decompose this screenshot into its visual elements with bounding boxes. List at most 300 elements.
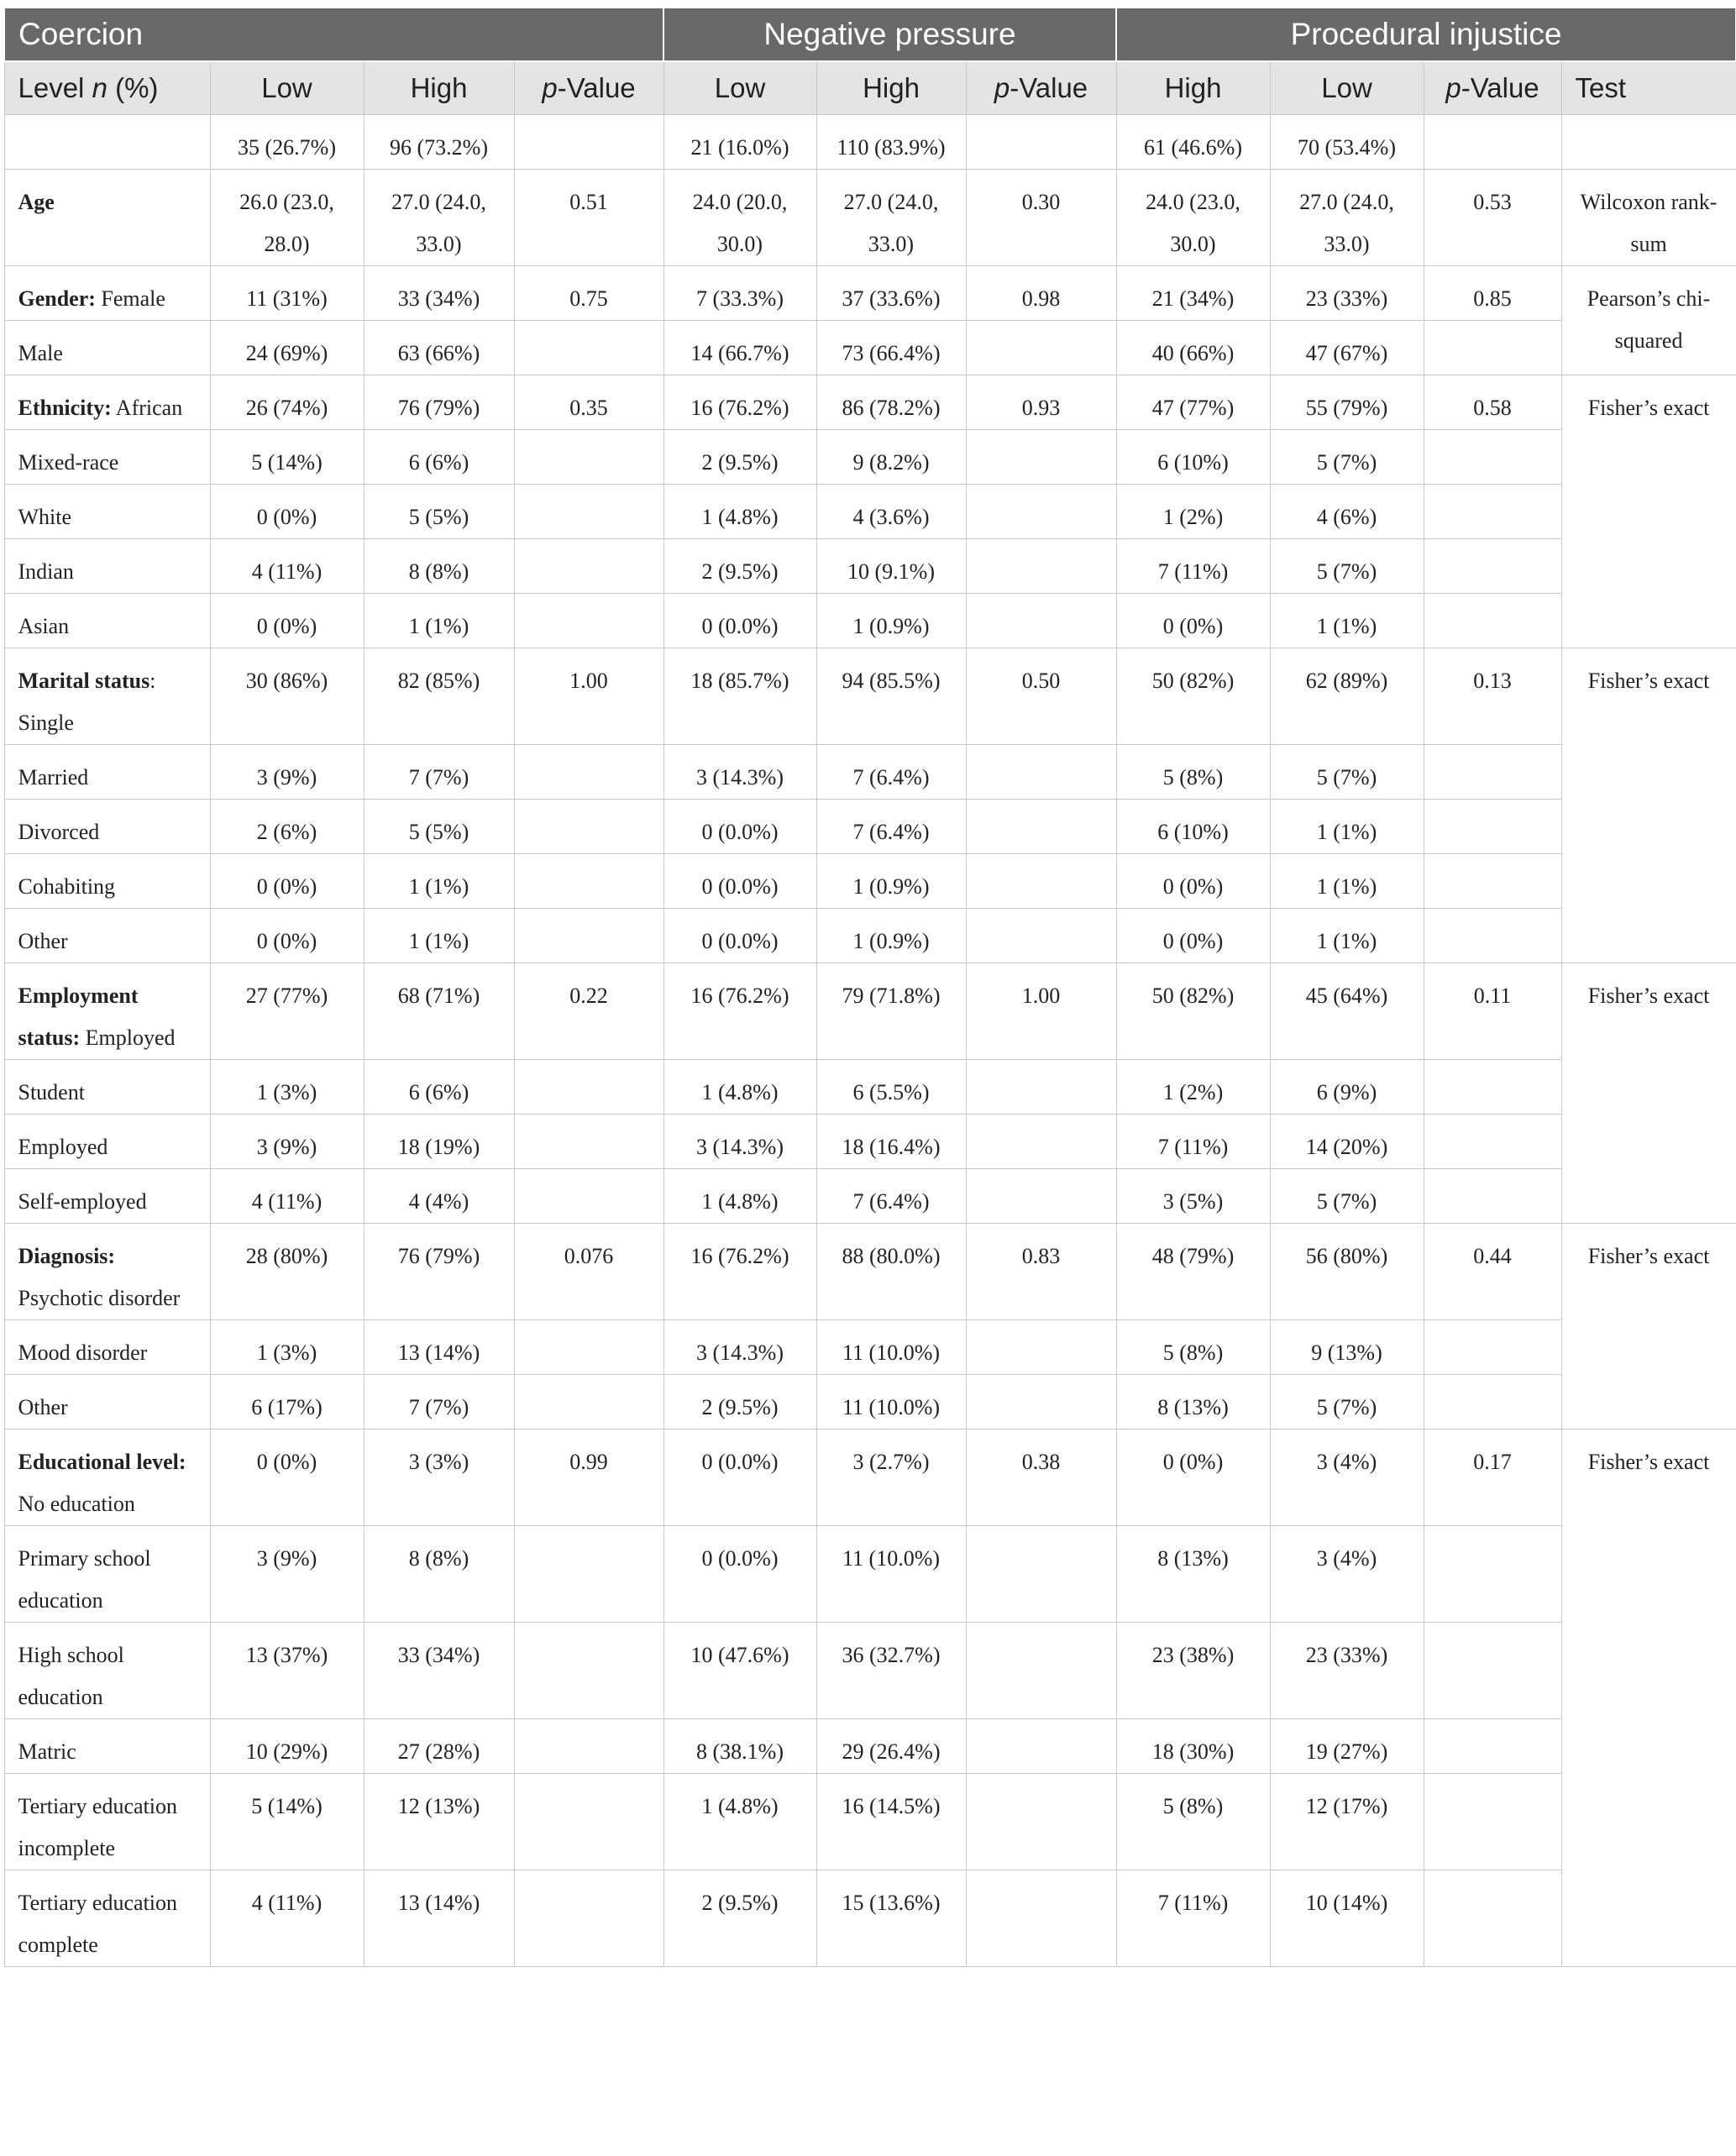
table-cell: 27.0 (24.0, 33.0): [816, 170, 966, 266]
table-row: [4, 170, 1736, 266]
table-cell: 0 (0%): [1116, 1429, 1270, 1526]
table-cell: 110 (83.9%): [816, 115, 966, 170]
table-cell: [1424, 745, 1561, 800]
column-header-test: Test: [1561, 61, 1736, 115]
table-cell: [514, 485, 663, 539]
table-cell: [1424, 800, 1561, 854]
table-row: [4, 1320, 1736, 1375]
table-cell: 1 (4.8%): [663, 1774, 816, 1870]
column-header-level: Level n (%): [4, 61, 210, 115]
table-row: [4, 1115, 1736, 1169]
table-cell: 9 (8.2%): [816, 430, 966, 485]
table-cell: 0 (0%): [210, 1429, 364, 1526]
row-label-text: Male: [18, 341, 63, 365]
table-row: [4, 963, 1736, 1060]
table-cell: 47 (67%): [1270, 321, 1424, 375]
table-cell: 5 (8%): [1116, 1774, 1270, 1870]
row-label-text: Divorced: [18, 820, 100, 844]
row-label: [4, 1224, 210, 1320]
table-cell: [966, 1623, 1116, 1719]
table-cell: 6 (17%): [210, 1375, 364, 1429]
table-cell: 6 (9%): [1270, 1060, 1424, 1115]
table-cell: 11 (10.0%): [816, 1320, 966, 1375]
row-label-text: Primary school education: [18, 1546, 151, 1613]
row-label: [4, 1115, 210, 1169]
table-cell: 8 (13%): [1116, 1526, 1270, 1623]
table-cell: 14 (20%): [1270, 1115, 1424, 1169]
table-cell: 7 (6.4%): [816, 745, 966, 800]
table-row: [4, 594, 1736, 648]
table-cell: 82 (85%): [364, 648, 514, 745]
table-row: [4, 485, 1736, 539]
table-cell: 0.13: [1424, 648, 1561, 745]
table-cell: 23 (38%): [1116, 1623, 1270, 1719]
table-cell: 3 (14.3%): [663, 1115, 816, 1169]
row-label-text: Matric: [18, 1739, 76, 1764]
table-cell: 24.0 (23.0, 30.0): [1116, 170, 1270, 266]
table-cell: [966, 1115, 1116, 1169]
table-cell: [514, 321, 663, 375]
row-label: [4, 963, 210, 1060]
table-cell: 0.076: [514, 1224, 663, 1320]
table-cell: 2 (9.5%): [663, 430, 816, 485]
test-cell: Fisher’s exact: [1561, 1429, 1736, 1967]
row-label-text: Psychotic disorder: [18, 1286, 181, 1310]
row-label-bold: Gender:: [18, 286, 96, 311]
table-cell: 10 (14%): [1270, 1870, 1424, 1967]
table-cell: 12 (13%): [364, 1774, 514, 1870]
table-cell: 16 (76.2%): [663, 1224, 816, 1320]
table-cell: 5 (7%): [1270, 430, 1424, 485]
table-cell: 3 (9%): [210, 1115, 364, 1169]
row-label-text: Tertiary education complete: [18, 1891, 177, 1957]
table-cell: [1424, 1719, 1561, 1774]
row-label: [4, 375, 210, 430]
table-cell: 19 (27%): [1270, 1719, 1424, 1774]
table-cell: [1424, 1623, 1561, 1719]
table-cell: 5 (7%): [1270, 745, 1424, 800]
table-cell: 0 (0%): [210, 594, 364, 648]
table-cell: 63 (66%): [364, 321, 514, 375]
table-cell: 0 (0%): [1116, 854, 1270, 909]
table-cell: 5 (14%): [210, 1774, 364, 1870]
table-cell: 33 (34%): [364, 1623, 514, 1719]
table-cell: 0.11: [1424, 963, 1561, 1060]
row-label: [4, 1429, 210, 1526]
row-label-text: No education: [18, 1492, 135, 1516]
row-label-text: Tertiary education incomplete: [18, 1794, 177, 1860]
table-cell: [966, 539, 1116, 594]
table-cell: [514, 1060, 663, 1115]
table-cell: 0.98: [966, 266, 1116, 321]
table-row: [4, 648, 1736, 745]
table-cell: 5 (5%): [364, 485, 514, 539]
table-cell: 3 (9%): [210, 1526, 364, 1623]
table-cell: [514, 539, 663, 594]
table-cell: 18 (30%): [1116, 1719, 1270, 1774]
table-cell: 3 (14.3%): [663, 1320, 816, 1375]
row-label: [4, 115, 210, 170]
test-cell: Fisher’s exact: [1561, 375, 1736, 648]
table-cell: [514, 1375, 663, 1429]
table-cell: 3 (14.3%): [663, 745, 816, 800]
table-cell: 7 (6.4%): [816, 1169, 966, 1224]
table-cell: 1 (1%): [1270, 854, 1424, 909]
row-label: [4, 1774, 210, 1870]
column-header-coercion-p-value: p-Value: [514, 61, 663, 115]
row-label-bold: Age: [18, 190, 55, 214]
table-cell: [1424, 1375, 1561, 1429]
table-row: [4, 115, 1736, 170]
table-cell: 0 (0.0%): [663, 1429, 816, 1526]
table-cell: [966, 1870, 1116, 1967]
row-label-bold: Ethnicity:: [18, 396, 112, 420]
row-label-text: Mixed-race: [18, 450, 119, 475]
table-cell: [1424, 1115, 1561, 1169]
table-cell: 2 (9.5%): [663, 1375, 816, 1429]
row-label: [4, 1060, 210, 1115]
table-cell: [514, 909, 663, 963]
table-row: [4, 1060, 1736, 1115]
table-cell: 24 (69%): [210, 321, 364, 375]
demographics-table: [3, 7, 1736, 1967]
group-header-coercion: Coercion: [4, 8, 663, 61]
row-label-text: Self-employed: [18, 1189, 147, 1214]
table-cell: [1424, 1060, 1561, 1115]
table-cell: 1 (4.8%): [663, 1169, 816, 1224]
table-cell: 56 (80%): [1270, 1224, 1424, 1320]
table-cell: 1 (1%): [364, 854, 514, 909]
table-cell: [966, 800, 1116, 854]
table-cell: [966, 321, 1116, 375]
table-cell: 11 (31%): [210, 266, 364, 321]
table-cell: [966, 485, 1116, 539]
row-label-text: Indian: [18, 559, 74, 584]
row-label: [4, 266, 210, 321]
table-cell: 16 (76.2%): [663, 375, 816, 430]
table-cell: 50 (82%): [1116, 963, 1270, 1060]
row-label: [4, 1320, 210, 1375]
row-label: [4, 1169, 210, 1224]
table-cell: 1 (1%): [1270, 909, 1424, 963]
table-cell: 21 (34%): [1116, 266, 1270, 321]
row-label: [4, 1719, 210, 1774]
table-cell: 6 (5.5%): [816, 1060, 966, 1115]
table-cell: 7 (7%): [364, 745, 514, 800]
table-cell: [1424, 1774, 1561, 1870]
table-row: [4, 1719, 1736, 1774]
table-cell: 76 (79%): [364, 375, 514, 430]
table-cell: 6 (6%): [364, 1060, 514, 1115]
row-label-text: Female: [95, 286, 165, 311]
row-label: [4, 909, 210, 963]
table-cell: 5 (8%): [1116, 1320, 1270, 1375]
table-cell: 7 (7%): [364, 1375, 514, 1429]
column-header-procedural-p-value: p-Value: [1424, 61, 1561, 115]
table-cell: [514, 800, 663, 854]
table-cell: 61 (46.6%): [1116, 115, 1270, 170]
table-cell: 18 (85.7%): [663, 648, 816, 745]
test-cell: [1561, 115, 1736, 170]
table-cell: 0 (0.0%): [663, 909, 816, 963]
table-cell: 0 (0%): [1116, 909, 1270, 963]
table-cell: 1 (0.9%): [816, 854, 966, 909]
column-header-row: [4, 61, 1736, 115]
table-cell: 1 (2%): [1116, 485, 1270, 539]
table-cell: [966, 1060, 1116, 1115]
table-cell: [514, 1774, 663, 1870]
table-cell: 4 (11%): [210, 1169, 364, 1224]
table-cell: 29 (26.4%): [816, 1719, 966, 1774]
table-row: [4, 1375, 1736, 1429]
table-cell: 13 (14%): [364, 1870, 514, 1967]
table-cell: [514, 745, 663, 800]
table-cell: 0.53: [1424, 170, 1561, 266]
table-cell: [966, 1169, 1116, 1224]
row-label: [4, 648, 210, 745]
table-row: [4, 854, 1736, 909]
table-cell: 0.75: [514, 266, 663, 321]
table-cell: [966, 115, 1116, 170]
column-header-coercion-low: Low: [210, 61, 364, 115]
table-row: [4, 800, 1736, 854]
table-cell: 18 (16.4%): [816, 1115, 966, 1169]
table-cell: 94 (85.5%): [816, 648, 966, 745]
table-cell: [1424, 1870, 1561, 1967]
row-label: [4, 1870, 210, 1967]
table-cell: 3 (3%): [364, 1429, 514, 1526]
table-cell: 1 (2%): [1116, 1060, 1270, 1115]
table-row: [4, 1224, 1736, 1320]
table-cell: 68 (71%): [364, 963, 514, 1060]
table-cell: 1 (0.9%): [816, 594, 966, 648]
row-label-text: White: [18, 505, 72, 529]
row-label-text: African: [111, 396, 183, 420]
row-label-text: : Single: [18, 669, 156, 735]
table-cell: 0 (0.0%): [663, 800, 816, 854]
table-cell: 1 (4.8%): [663, 485, 816, 539]
row-label-bold: Educational level:: [18, 1450, 186, 1474]
table-row: [4, 1526, 1736, 1623]
table-cell: 4 (4%): [364, 1169, 514, 1224]
row-label: [4, 854, 210, 909]
table-cell: 37 (33.6%): [816, 266, 966, 321]
row-label-text: Other: [18, 1395, 68, 1419]
table-cell: 5 (7%): [1270, 539, 1424, 594]
row-label-text: Cohabiting: [18, 874, 116, 899]
table-cell: 2 (9.5%): [663, 1870, 816, 1967]
table-cell: 10 (47.6%): [663, 1623, 816, 1719]
table-row: [4, 321, 1736, 375]
table-cell: [1424, 485, 1561, 539]
table-cell: 0.17: [1424, 1429, 1561, 1526]
table-cell: 50 (82%): [1116, 648, 1270, 745]
table-cell: 13 (14%): [364, 1320, 514, 1375]
table-row: [4, 1429, 1736, 1526]
row-label: [4, 430, 210, 485]
table-cell: [966, 1774, 1116, 1870]
table-cell: [966, 594, 1116, 648]
table-cell: [514, 1526, 663, 1623]
table-cell: 6 (6%): [364, 430, 514, 485]
row-label-text: Mood disorder: [18, 1340, 148, 1365]
table-cell: 0.44: [1424, 1224, 1561, 1320]
table-cell: 30 (86%): [210, 648, 364, 745]
table-cell: 55 (79%): [1270, 375, 1424, 430]
table-cell: 0.99: [514, 1429, 663, 1526]
table-row: [4, 1169, 1736, 1224]
table-cell: 3 (9%): [210, 745, 364, 800]
table-cell: 27.0 (24.0, 33.0): [1270, 170, 1424, 266]
table-cell: [1424, 430, 1561, 485]
table-cell: 79 (71.8%): [816, 963, 966, 1060]
table-cell: [514, 1719, 663, 1774]
table-cell: 4 (3.6%): [816, 485, 966, 539]
table-cell: [1424, 1526, 1561, 1623]
table-cell: 1 (3%): [210, 1320, 364, 1375]
table-cell: 62 (89%): [1270, 648, 1424, 745]
row-label-bold: Diagnosis:: [18, 1244, 116, 1268]
table-cell: 27 (77%): [210, 963, 364, 1060]
table-cell: 4 (6%): [1270, 485, 1424, 539]
row-label-text: Employed: [80, 1026, 176, 1050]
table-cell: 35 (26.7%): [210, 115, 364, 170]
table-cell: 12 (17%): [1270, 1774, 1424, 1870]
row-label: [4, 1623, 210, 1719]
table-cell: 0.38: [966, 1429, 1116, 1526]
table-cell: 0 (0%): [210, 909, 364, 963]
table-cell: 0 (0%): [210, 485, 364, 539]
row-label-text: Married: [18, 765, 89, 789]
row-label-text: Student: [18, 1080, 85, 1104]
table-cell: 8 (8%): [364, 539, 514, 594]
row-label-bold: Marital status: [18, 669, 150, 693]
table-cell: 7 (33.3%): [663, 266, 816, 321]
table-cell: 88 (80.0%): [816, 1224, 966, 1320]
table-cell: [514, 430, 663, 485]
table-cell: [1424, 115, 1561, 170]
table-cell: 1 (1%): [1270, 594, 1424, 648]
row-label-text: Employed: [18, 1135, 108, 1159]
table-cell: 7 (11%): [1116, 1115, 1270, 1169]
test-cell: Fisher’s exact: [1561, 963, 1736, 1224]
table-cell: [966, 745, 1116, 800]
table-cell: [1424, 539, 1561, 594]
table-cell: [1424, 854, 1561, 909]
row-label: [4, 1526, 210, 1623]
table-cell: 3 (5%): [1116, 1169, 1270, 1224]
table-row: [4, 1870, 1736, 1967]
table-cell: 2 (6%): [210, 800, 364, 854]
table-cell: 27 (28%): [364, 1719, 514, 1774]
table-cell: [514, 1623, 663, 1719]
table-cell: 7 (11%): [1116, 539, 1270, 594]
table-cell: 0 (0%): [1116, 594, 1270, 648]
table-cell: 7 (6.4%): [816, 800, 966, 854]
table-cell: 8 (13%): [1116, 1375, 1270, 1429]
table-cell: 6 (10%): [1116, 800, 1270, 854]
test-cell: Pearson’s chi-squared: [1561, 266, 1736, 375]
table-cell: 5 (14%): [210, 430, 364, 485]
test-cell: Fisher’s exact: [1561, 648, 1736, 963]
group-header-procedural-injustice: Procedural injustice: [1116, 8, 1736, 61]
table-cell: [966, 909, 1116, 963]
row-label: [4, 170, 210, 266]
row-label-text: High school education: [18, 1643, 124, 1709]
table-cell: [1424, 1169, 1561, 1224]
table-cell: [514, 1169, 663, 1224]
group-header-negative-pressure: Negative pressure: [663, 8, 1116, 61]
table-cell: 14 (66.7%): [663, 321, 816, 375]
table-cell: 1.00: [966, 963, 1116, 1060]
row-label-bold: Employment status:: [18, 984, 139, 1050]
table-cell: 33 (34%): [364, 266, 514, 321]
table-cell: 1 (3%): [210, 1060, 364, 1115]
row-label: [4, 485, 210, 539]
table-cell: 76 (79%): [364, 1224, 514, 1320]
table-cell: 1 (0.9%): [816, 909, 966, 963]
table-cell: 96 (73.2%): [364, 115, 514, 170]
table-cell: 3 (2.7%): [816, 1429, 966, 1526]
table-cell: [966, 1375, 1116, 1429]
column-header-procedural-low: Low: [1270, 61, 1424, 115]
table-cell: [966, 1526, 1116, 1623]
table-cell: 26 (74%): [210, 375, 364, 430]
table-cell: 45 (64%): [1270, 963, 1424, 1060]
test-cell: Wilcoxon rank-sum: [1561, 170, 1736, 266]
table-cell: 3 (4%): [1270, 1526, 1424, 1623]
table-row: [4, 375, 1736, 430]
table-cell: 1.00: [514, 648, 663, 745]
table-cell: [1424, 1320, 1561, 1375]
table-cell: [514, 1115, 663, 1169]
table-cell: [514, 115, 663, 170]
row-label: [4, 594, 210, 648]
table-cell: 28 (80%): [210, 1224, 364, 1320]
table-cell: 18 (19%): [364, 1115, 514, 1169]
table-cell: 86 (78.2%): [816, 375, 966, 430]
table-cell: 0 (0%): [210, 854, 364, 909]
table-cell: 5 (7%): [1270, 1375, 1424, 1429]
table-cell: 48 (79%): [1116, 1224, 1270, 1320]
column-header-negative-p-value: p-Value: [966, 61, 1116, 115]
row-label-text: Asian: [18, 614, 70, 638]
table-cell: 47 (77%): [1116, 375, 1270, 430]
table-row: [4, 539, 1736, 594]
test-cell: Fisher’s exact: [1561, 1224, 1736, 1429]
table-cell: 1 (4.8%): [663, 1060, 816, 1115]
table-row: [4, 1774, 1736, 1870]
table-cell: 3 (4%): [1270, 1429, 1424, 1526]
table-cell: 5 (7%): [1270, 1169, 1424, 1224]
table-cell: [514, 1320, 663, 1375]
table-cell: 27.0 (24.0, 33.0): [364, 170, 514, 266]
table-cell: 70 (53.4%): [1270, 115, 1424, 170]
table-cell: [514, 1870, 663, 1967]
row-label: [4, 321, 210, 375]
column-header-negative-low: Low: [663, 61, 816, 115]
table-cell: 1 (1%): [364, 594, 514, 648]
row-label: [4, 1375, 210, 1429]
table-cell: 36 (32.7%): [816, 1623, 966, 1719]
table-cell: 1 (1%): [364, 909, 514, 963]
row-label: [4, 539, 210, 594]
table-cell: [966, 430, 1116, 485]
table-cell: [966, 854, 1116, 909]
table-cell: 16 (76.2%): [663, 963, 816, 1060]
table-cell: 7 (11%): [1116, 1870, 1270, 1967]
table-cell: 11 (10.0%): [816, 1375, 966, 1429]
